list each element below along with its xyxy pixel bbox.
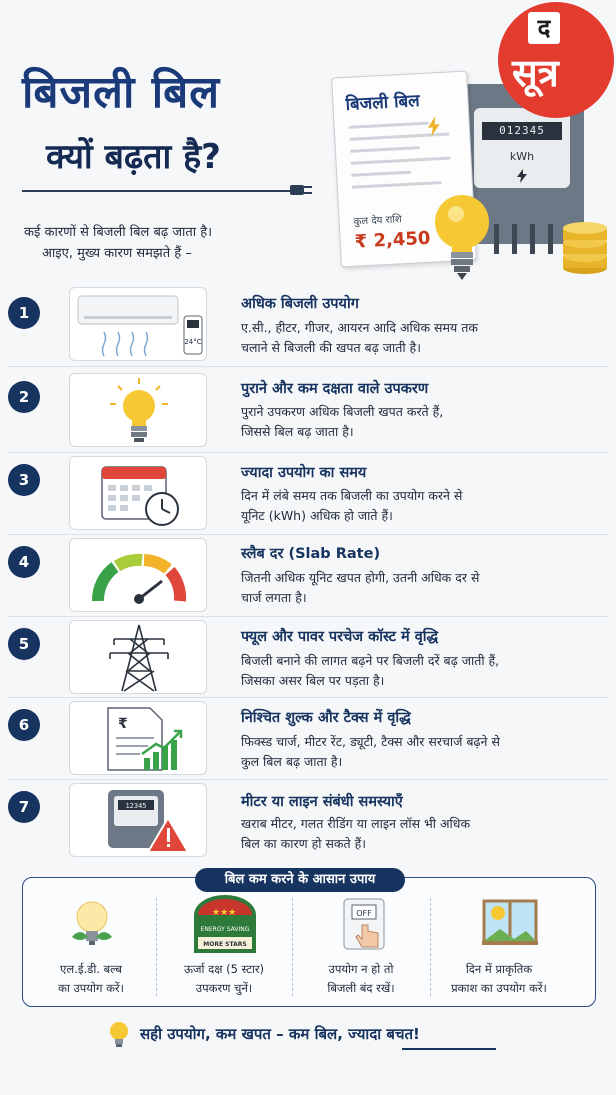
bill-line (351, 171, 411, 177)
reason-desc-line: जितनी अधिक यूनिट खपत होगी, उतनी अधिक दर से (241, 570, 480, 585)
rupee-document-chart-icon (70, 702, 208, 776)
footer-text: सही उपयोग, कम खपत – कम बिल, ज्यादा बचत! (140, 1025, 420, 1043)
air-conditioner-icon (70, 288, 208, 362)
reason-desc-4 (241, 568, 611, 608)
energy-badge-line1: ENERGY SAVING (200, 926, 250, 933)
reason-heading-1: अधिक बिजली उपयोग (241, 296, 359, 312)
footer-slogan (106, 1020, 586, 1048)
reason-icon-box-5 (69, 620, 207, 694)
light-bulb-icon (70, 374, 208, 448)
meter-screen (474, 108, 570, 188)
reason-desc-line: ए.सी., हीटर, गीजर, आयरन आदि अधिक समय तक (241, 320, 478, 335)
tip-text-4 (432, 960, 566, 998)
row-separator (8, 616, 608, 617)
page-title: बिजली बिल (22, 67, 221, 118)
light-bulb-icon (106, 1020, 132, 1050)
reason-desc-line: जिससे बिल बढ़ जाता है। (241, 424, 354, 439)
reason-icon-box-3 (69, 456, 207, 530)
energy-star-label-icon (190, 895, 260, 955)
reason-heading-7: मीटर या लाइन संबंधी समस्याएँ (241, 794, 403, 810)
reason-desc-7 (241, 814, 611, 854)
bill-line (352, 181, 442, 189)
reason-heading-6: निश्चित शुल्क और टैक्स में वृद्धि (241, 710, 411, 726)
tip-line: एल.ई.डी. बल्ब (60, 962, 122, 976)
intro-text-line2: आइए, मुख्य कारण समझते हैं – (42, 246, 192, 261)
reason-heading-3: ज्यादा उपयोग का समय (241, 465, 367, 481)
tip-line: उपकरण चुनें। (195, 981, 253, 995)
tip-line: प्रकाश का उपयोग करें। (451, 981, 547, 995)
page-subtitle: क्यों बढ़ता है? (46, 137, 221, 177)
reason-number-1: 1 (8, 297, 40, 329)
reason-number-6: 6 (8, 709, 40, 741)
tip-divider (292, 898, 293, 996)
tip-text-2 (157, 960, 291, 998)
title-divider (22, 190, 290, 192)
tip-line: बिजली बंद रखें। (327, 981, 395, 995)
sunny-window-icon (480, 895, 540, 955)
reason-desc-line: चलाने से बिजली की खपत बढ़ जाती है। (241, 340, 421, 355)
reason-desc-line: फिक्स्ड चार्ज, मीटर रेंट, ड्यूटी, टैक्स और सरचार्ज बढ़ने से (241, 734, 500, 749)
transmission-tower-icon (70, 621, 208, 695)
tip-text-3 (294, 960, 428, 998)
lightning-icon (514, 168, 530, 184)
reason-heading-5: फ्यूल और पावर परचेज कॉस्ट में वृद्धि (241, 629, 439, 645)
reason-icon-box-2 (69, 373, 207, 447)
tips-title: बिल कम करने के आसान उपाय (195, 868, 405, 892)
tip-text-1 (24, 960, 158, 998)
tip-divider (430, 898, 431, 996)
switch-off-icon (334, 895, 394, 955)
reason-number-5: 5 (8, 628, 40, 660)
reason-desc-line: यूनिट (kWh) अधिक हो जाते हैं। (241, 508, 393, 523)
lightning-icon (424, 115, 443, 138)
switch-label: OFF (356, 909, 372, 918)
coins-icon (560, 218, 610, 276)
reason-icon-box-4 (69, 538, 207, 612)
logo-word: सूत्र (512, 51, 559, 95)
row-separator (8, 366, 608, 367)
bill-line (350, 146, 420, 153)
reason-desc-2 (241, 402, 611, 442)
led-bulb-icon (62, 895, 122, 955)
reason-desc-line: जिसका असर बिल पर पड़ता है। (241, 673, 385, 688)
reason-heading-2: पुराने और कम दक्षता वाले उपकरण (241, 381, 429, 397)
reason-icon-box-6 (69, 701, 207, 775)
plug-icon (286, 182, 314, 198)
reason-desc-1 (241, 318, 611, 358)
brand-logo (498, 2, 614, 118)
reason-icon-box-7 (69, 783, 207, 857)
reason-desc-line: बिजली बनाने की लागत बढ़ने पर बिजली दरें बढ़ जाती हैं, (241, 653, 500, 668)
svg-text:★★★: ★★★ (212, 908, 237, 918)
bill-card-title: बिजली बिल (345, 91, 421, 115)
reason-desc-line: बिल का कारण हो सकते हैं। (241, 836, 366, 851)
reason-desc-3 (241, 486, 611, 526)
bill-line (351, 157, 451, 165)
meter-reading: 012345 (482, 122, 562, 140)
row-separator (8, 534, 608, 535)
calendar-clock-icon (70, 457, 208, 531)
reason-number-2: 2 (8, 381, 40, 413)
reason-desc-line: दिन में लंबे समय तक बिजली का उपयोग करने से (241, 488, 463, 503)
reason-number-3: 3 (8, 464, 40, 496)
reason-number-7: 7 (8, 791, 40, 823)
gauge-icon (70, 539, 208, 613)
reason-icon-box-1 (69, 287, 207, 361)
amount-value: ₹ 2,450 (354, 227, 431, 253)
logo-letter: द (528, 12, 560, 44)
reason-desc-line: पुराने उपकरण अधिक बिजली खपत करते हैं, (241, 404, 444, 419)
meter-warning-icon (70, 784, 208, 858)
row-separator (8, 779, 608, 780)
bill-line (349, 122, 429, 129)
reason-desc-6 (241, 732, 611, 772)
reason-desc-5 (241, 651, 611, 691)
meter-reading: 12345 (125, 802, 147, 810)
meter-unit: kWh (509, 150, 535, 163)
row-separator (8, 452, 608, 453)
reason-desc-line: चार्ज लगता है। (241, 590, 307, 605)
light-bulb-icon (432, 192, 492, 284)
row-separator (8, 697, 608, 698)
tip-line: उपयोग न हो तो (328, 962, 394, 976)
energy-badge-line2: MORE STARS (203, 941, 247, 948)
svg-text:₹: ₹ (118, 716, 128, 732)
reason-heading-4: स्लैब दर (Slab Rate) (241, 546, 381, 562)
tip-line: दिन में प्राकृतिक (465, 962, 533, 976)
tip-line: का उपयोग करें। (58, 981, 124, 995)
reason-desc-line: कुल बिल बढ़ जाता है। (241, 754, 343, 769)
ac-temperature: 24°C (184, 338, 202, 346)
intro-text-line1: कई कारणों से बिजली बिल बढ़ जाता है। (24, 225, 213, 240)
footer-underline (402, 1048, 496, 1050)
reason-number-4: 4 (8, 546, 40, 578)
tip-line: ऊर्जा दक्ष (5 स्टार) (183, 962, 265, 976)
amount-label: कुल देय राशि (353, 214, 402, 228)
reason-desc-line: खराब मीटर, गलत रीडिंग या लाइन लॉस भी अधिक (241, 816, 471, 831)
